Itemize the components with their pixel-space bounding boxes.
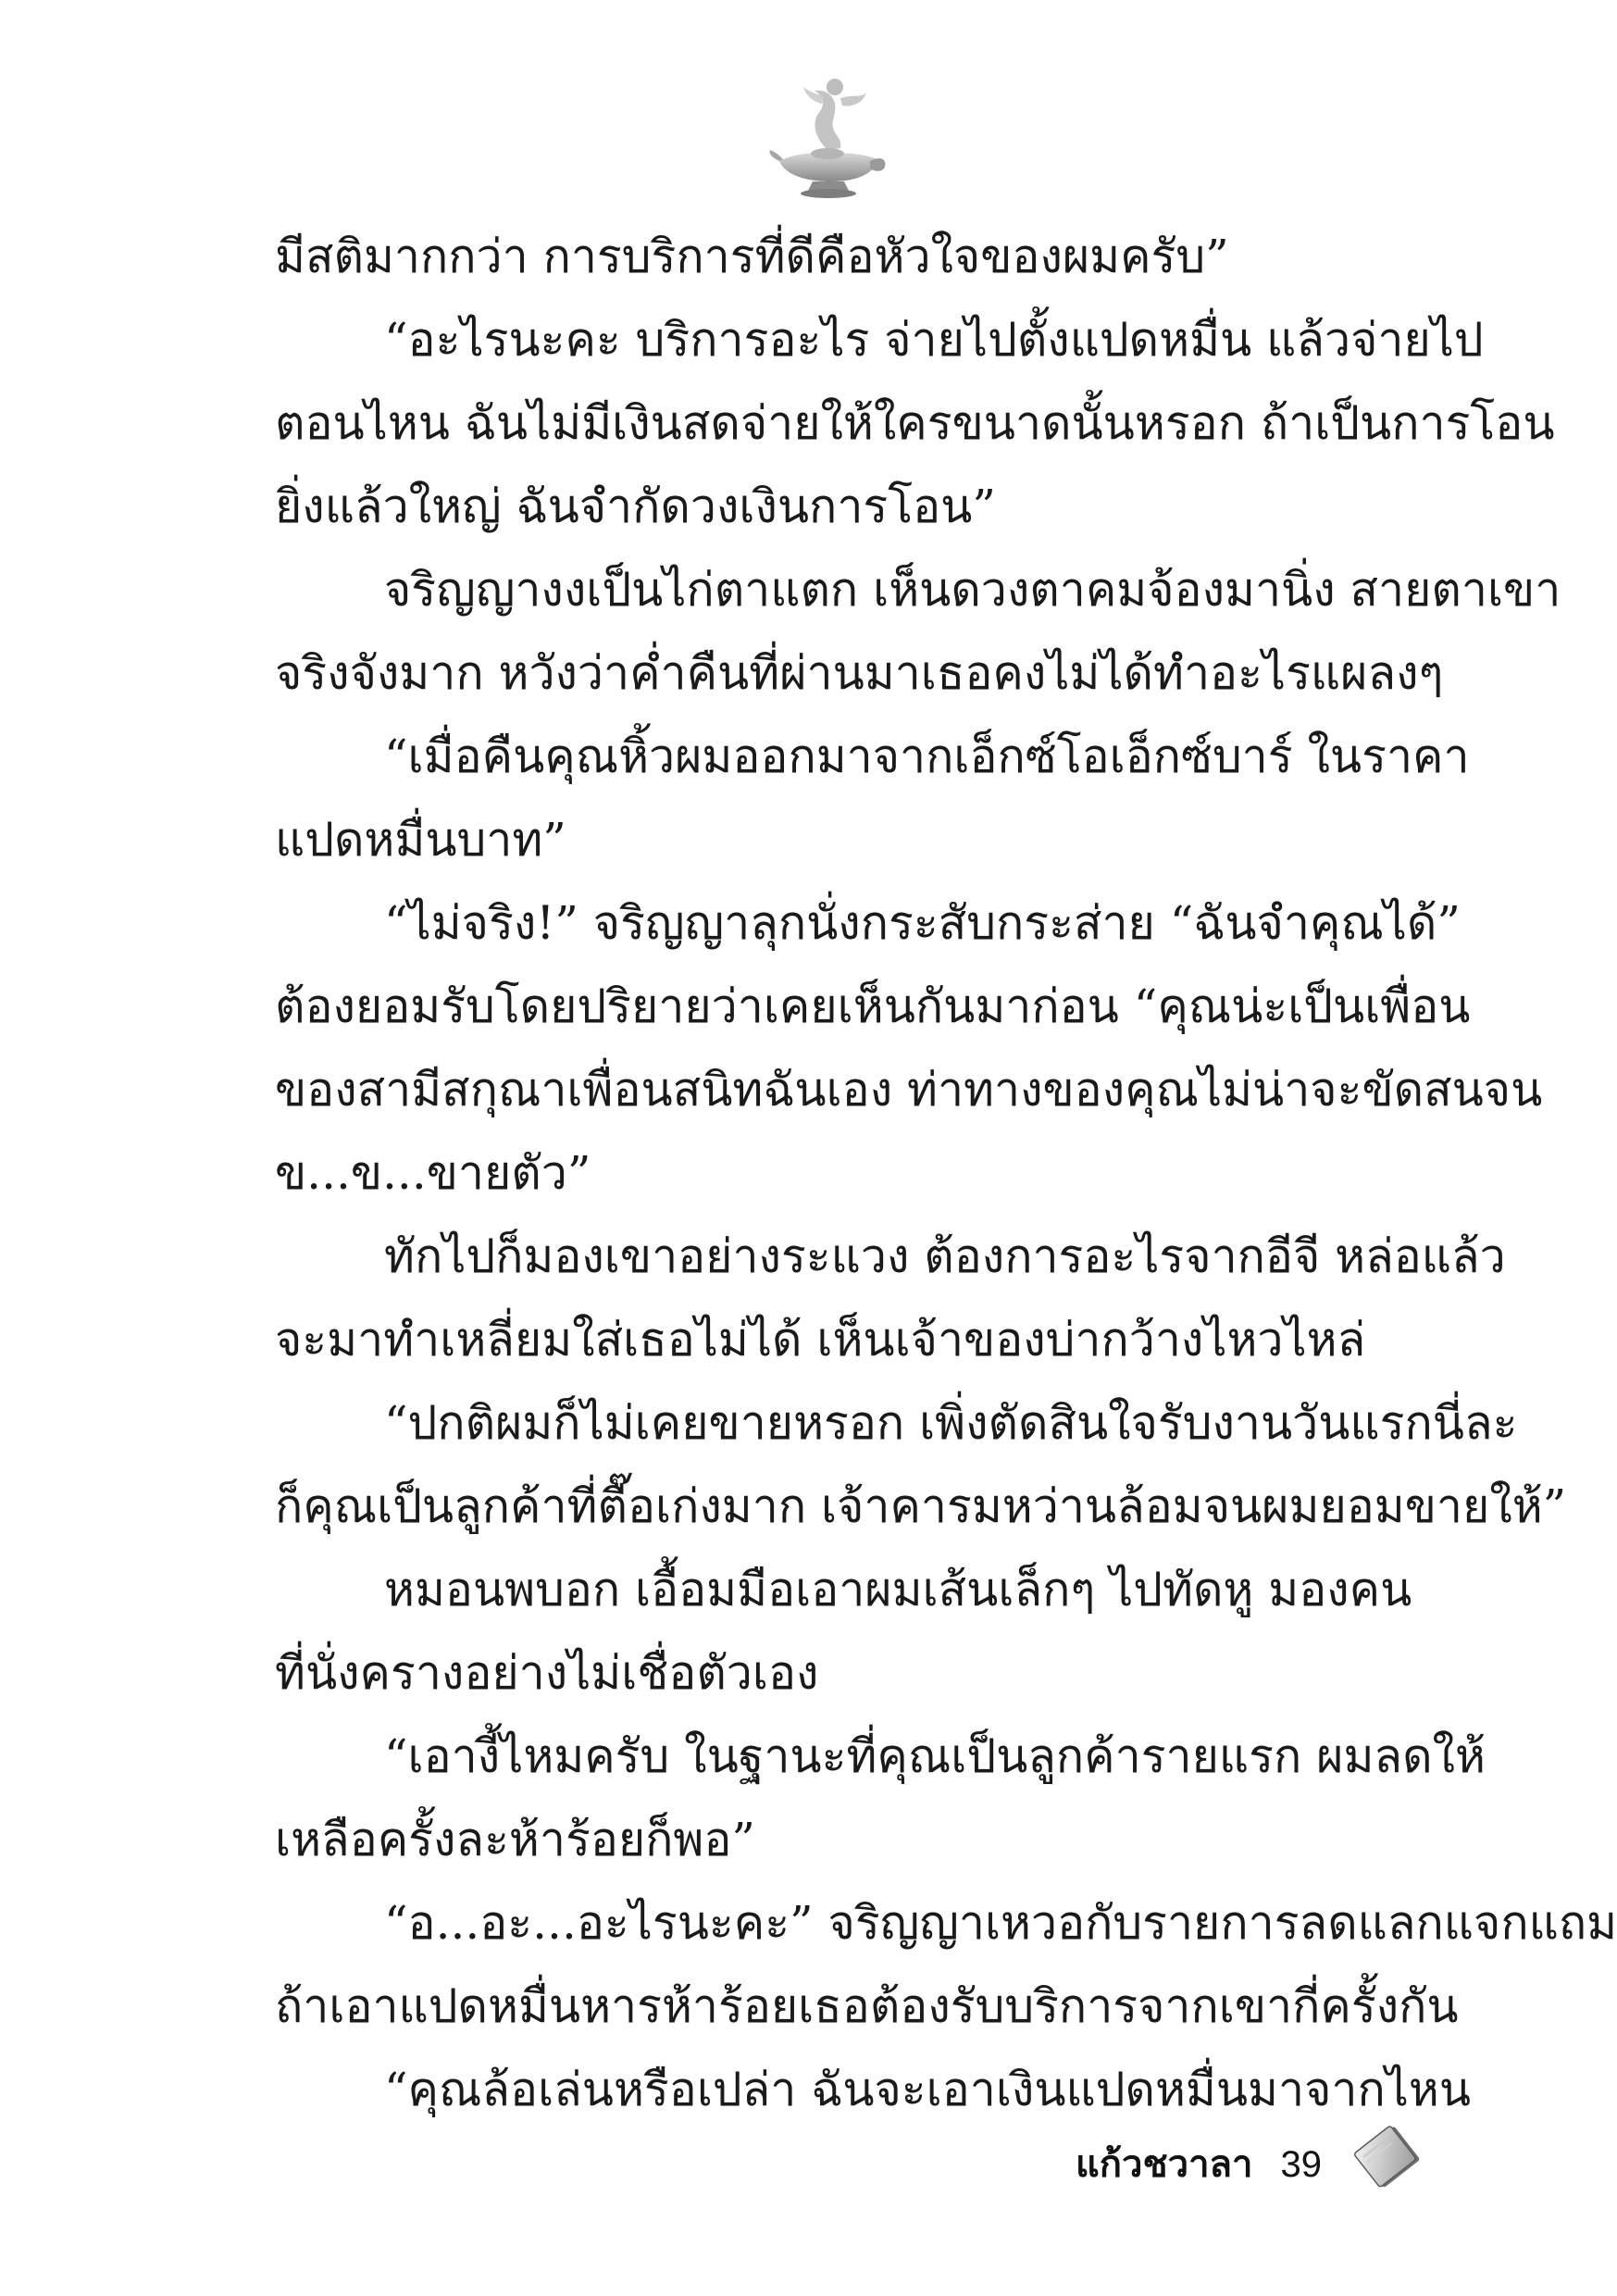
- text-line: จริญญางงเป็นไก่ตาแตก เห็นดวงตาคมจ้องมานิ่ง สายตาเขา: [384, 563, 1561, 617]
- text-line: ถ้าเอาแปดหมื่นหารห้าร้อยเธอต้องรับบริการจากเขากี่ครั้งกัน: [275, 1979, 1459, 2033]
- text-line: ตอนไหน ฉันไม่มีเงินสดจ่ายให้ใครขนาดนั้นหรอก ถ้าเป็นการโอน: [275, 396, 1555, 450]
- text-line: ของสามีสกุณาเพื่อนสนิทฉันเอง ท่าทางของคุณไม่น่าจะขัดสนจน: [275, 1063, 1543, 1117]
- text-line: แปดหมื่นบาท”: [275, 813, 566, 867]
- text-line: “อ...อะ...อะไรนะคะ” จริญญาเหวอกับรายการลดแลกแจกแถม: [384, 1896, 1617, 1950]
- book-title: แก้วชวาลา: [1076, 2143, 1253, 2186]
- page-number: 39: [1280, 2144, 1323, 2185]
- text-line: เหลือครั้งละห้าร้อยก็พอ”: [275, 1813, 755, 1866]
- text-line: ที่นั่งครางอย่างไม่เชื่อตัวเอง: [275, 1646, 819, 1700]
- text-line: “ไม่จริง!” จริญญาลุกนั่งกระสับกระส่าย “ฉันจำคุณได้”: [384, 896, 1461, 950]
- text-line: จะมาทำเหลี่ยมใส่เธอไม่ได้ เห็นเจ้าของบ่ากว้างไหวไหล่: [275, 1313, 1366, 1366]
- text-line: จริงจังมาก หวังว่าค่ำคืนที่ผ่านมาเธอคงไม่ได้ทำอะไรแผลงๆ: [275, 646, 1444, 700]
- text-line: ก็คุณเป็นลูกค้าที่ตื๊อเก่งมาก เจ้าคารมหว่านล้อมจนผมยอมขายให้”: [275, 1479, 1567, 1533]
- book-icon: [1353, 2120, 1427, 2194]
- text-line: “ปกติผมก็ไม่เคยขายหรอก เพิ่งตัดสินใจรับงานวันแรกนี่ละ: [384, 1396, 1518, 1450]
- genie-lamp-icon: [766, 70, 889, 200]
- text-line: ข...ข...ขายตัว”: [275, 1146, 591, 1200]
- text-line: “เมื่อคืนคุณหิ้วผมออกมาจากเอ็กซ์โอเอ็กซ์บาร์ ในราคา: [384, 730, 1470, 783]
- text-line: ต้องยอมรับโดยปริยายว่าเคยเห็นกันมาก่อน “คุณน่ะเป็นเพื่อน: [275, 980, 1471, 1033]
- page-footer: [1076, 2137, 1322, 2192]
- text-line: “อะไรนะคะ บริการอะไร จ่ายไปตั้งแปดหมื่น แล้วจ่ายไป: [384, 313, 1484, 367]
- text-line: “เอางี้ไหมครับ ในฐานะที่คุณเป็นลูกค้ารายแรก ผมลดให้: [384, 1729, 1486, 1783]
- text-line: ทักไปก็มองเขาอย่างระแวง ต้องการอะไรจากอีจี หล่อแล้ว: [384, 1229, 1506, 1283]
- text-line: หมอนพบอก เอื้อมมือเอาผมเส้นเล็กๆ ไปทัดหู มองคน: [384, 1563, 1412, 1616]
- text-line: “คุณล้อเล่นหรือเปล่า ฉันจะเอาเงินแปดหมื่นมาจากไหน: [384, 2063, 1472, 2116]
- text-line: ยิ่งแล้วใหญ่ ฉันจำกัดวงเงินการโอน”: [275, 480, 996, 533]
- page-body: [275, 215, 1617, 2131]
- text-line: มีสติมากกว่า การบริการที่ดีคือหัวใจของผมครับ”: [275, 230, 1229, 283]
